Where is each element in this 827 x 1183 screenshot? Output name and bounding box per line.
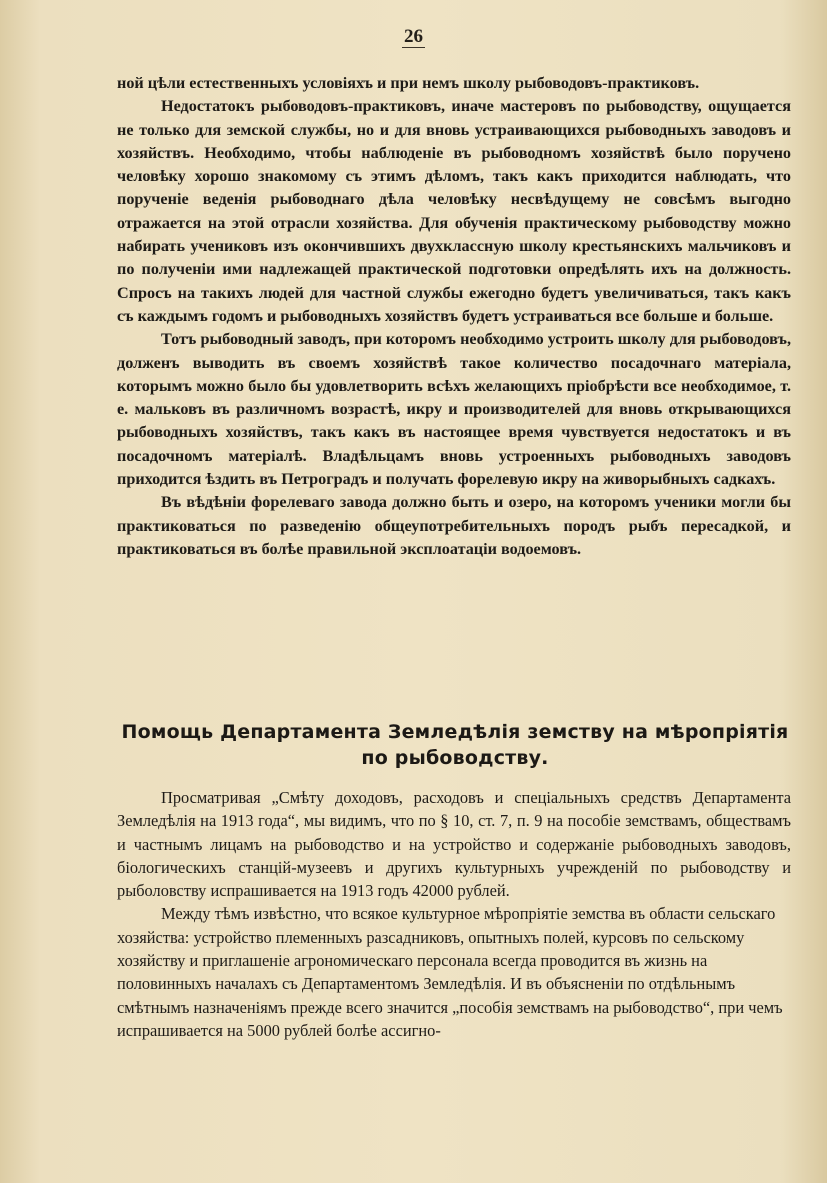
section-heading <box>110 719 800 771</box>
section-heading-line-1: Помощь Департамента Земледѣлія земству на мѣропріятія <box>121 721 789 743</box>
paragraph: Недостатокъ рыбоводовъ-практиковъ, иначе мастеровъ по рыбоводству, ощущается не только для земской службы, но и для вновь устраивающихся рыбоводныхъ заводовъ и хозяйствъ. Необходимо, чтобы наблюденіе въ рыбоводномъ хозяйствѣ было поручено человѣку хорошо знакомому съ этимъ дѣломъ, такъ какъ приходится наблюдать, что порученіе веденія рыбоводнаго дѣла человѣку несвѣдущему не совсѣмъ выгодно отражается на этой отрасли хозяйства. Для обученія практическому рыбоводству можно набирать учениковъ изъ окончившихъ двухклассную школу крестьянскихъ мальчиковъ и по полученіи ими надлежащей практической подготовки опредѣлять ихъ на должность. Спросъ на такихъ людей для частной службы ежегодно будетъ увеличиваться, такъ какъ съ каждымъ годомъ и рыбоводныхъ хозяйствъ будетъ устраиваться все больше и больше. <box>117 97 791 325</box>
paragraph: Въ вѣдѣніи форелеваго завода должно быть и озеро, на которомъ ученики могли бы практиковаться по разведенію общеупотребительныхъ породъ рыбъ пересадкой, и практиковаться въ болѣе правильной эксплоатаціи водоемовъ. <box>117 493 791 558</box>
section-heading-line-2: по рыбоводству. <box>361 747 549 769</box>
paragraph: Тотъ рыбоводный заводъ, при которомъ необходимо устроить школу для рыбоводовъ, долженъ выводить въ своемъ хозяйствѣ такое количество посадочнаго матеріала, которымъ можно было бы удовлетворить всѣхъ желающихъ пріобрѣсти все необходимое, т. е. мальковъ въ различномъ возрастѣ, икру и производителей для вновь открывающихся рыбоводныхъ хозяйствъ, такъ какъ въ настоящее время чувствуется недостатокъ и въ посадочномъ матеріалѣ. Владѣльцамъ вновь устроенныхъ рыбоводныхъ заводовъ приходится ѣздить въ Петроградъ и получать форелевую икру на живорыбныхъ садкахъ. <box>117 330 791 489</box>
paragraph-continuation: ной цѣли естественныхъ условіяхъ и при немъ школу рыбоводовъ-практиковъ. <box>117 74 700 92</box>
section-2-body <box>117 786 791 1042</box>
section-1-body <box>117 72 791 561</box>
paragraph: Между тѣмъ извѣстно, что всякое культурное мѣропріятіе земства въ области сельскаго хозяйства: устройство племенныхъ разсадниковъ, опытныхъ полей, курсовъ по сельскому хозяйству и приглашеніе агрономическаго персонала всегда проводится въ жизнь на половинныхъ началахъ съ Департаментомъ Земледѣлія. И въ объясненіи по отдѣльнымъ смѣтнымъ назначеніямъ прежде всего значится „пособія земствамъ на рыбоводство“, при чемъ испрашивается на 5000 рублей болѣе ассигно- <box>117 904 783 1040</box>
paragraph: Просматривая „Смѣту доходовъ, расходовъ и спеціальныхъ средствъ Департамента Земледѣлія на 1913 года“, мы видимъ, что по § 10, ст. 7, п. 9 на пособіе земствамъ, обществамъ и частнымъ лицамъ на рыбоводство и на устройство и содержаніе рыбоводныхъ заводовъ, біологическихъ станцій-музеевъ и другихъ культурныхъ учрежденій по рыбоводству и рыболовству испрашивается на 1913 годъ 42000 рублей. <box>117 788 791 901</box>
page-number-text: 26 <box>404 26 423 47</box>
page-number <box>0 26 827 48</box>
